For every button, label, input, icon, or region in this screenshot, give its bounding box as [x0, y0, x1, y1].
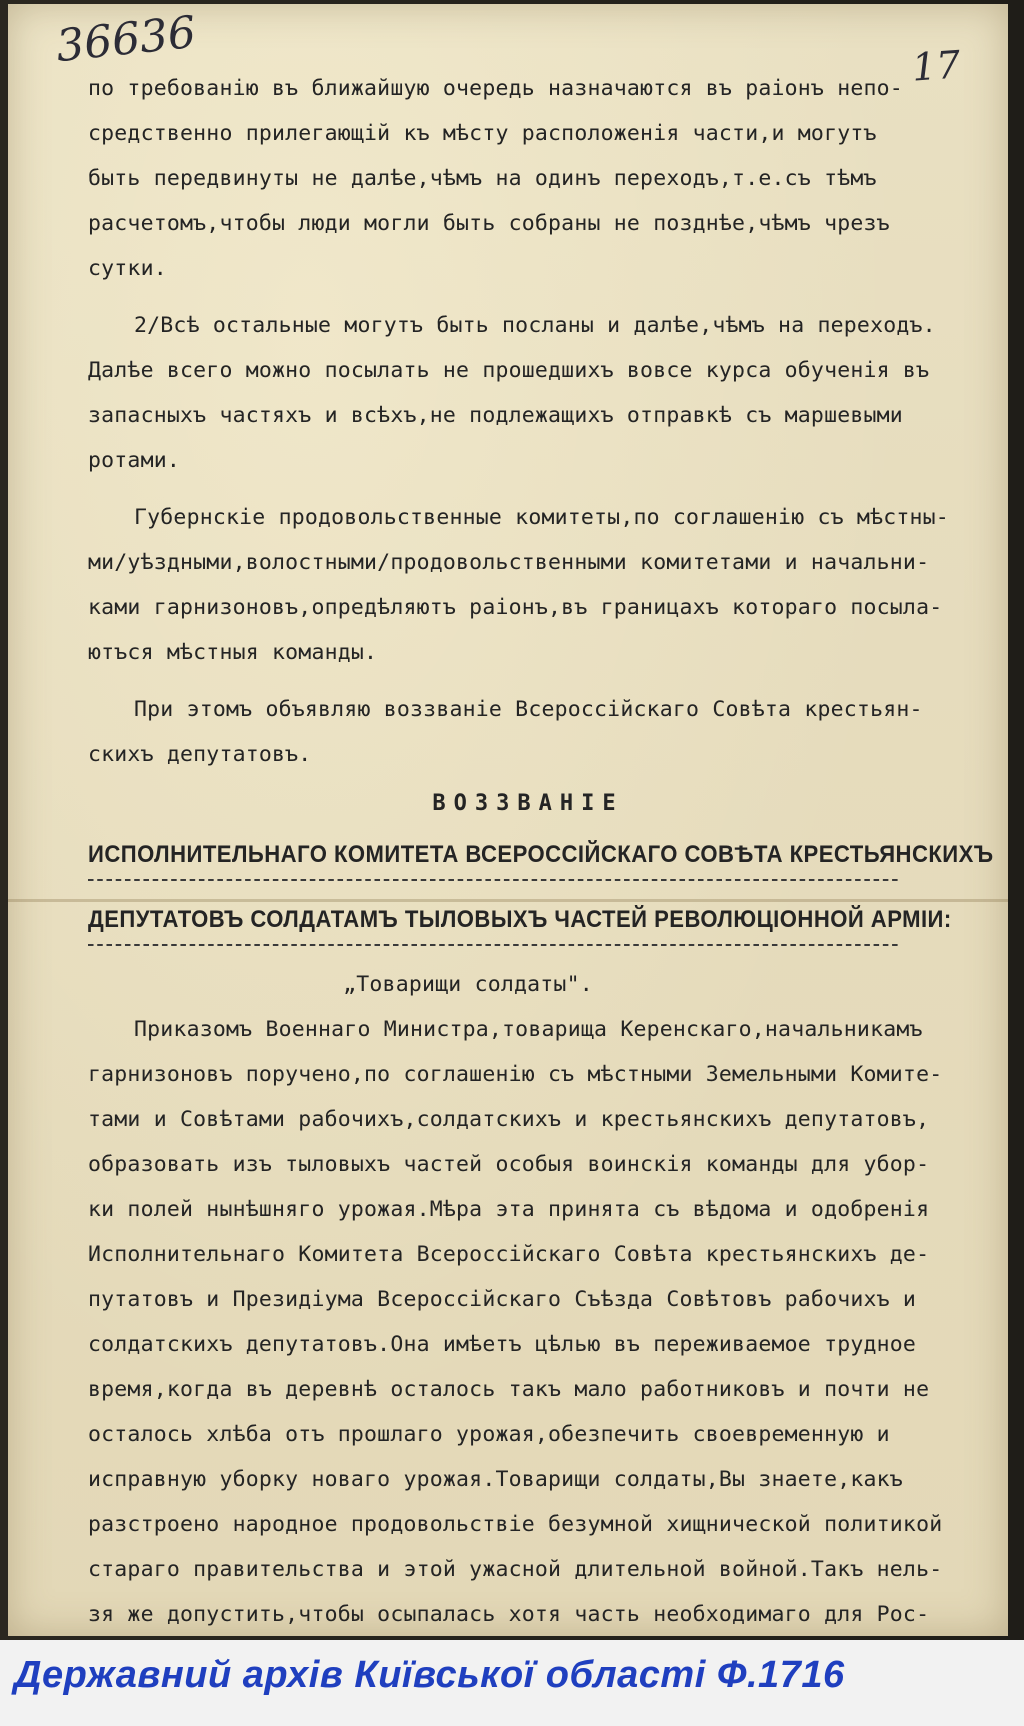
appeal-greeting: „Товарищи солдаты".	[343, 972, 593, 997]
paragraph-point-2	[88, 303, 968, 483]
text-line: путатовъ и Президіума Всероссійскаго Съѣзда Совѣтовъ рабочихъ и	[88, 1287, 917, 1312]
text-line: по требованію въ ближайшую очередь назначаются въ раіонъ непо-	[88, 76, 903, 101]
text-line: ротами.	[88, 448, 181, 473]
text-line: Далѣе всего можно посылать не прошедшихъ вовсе курса обученія въ	[88, 358, 930, 383]
paragraph-appeal-body	[88, 1007, 968, 1636]
text-line: Приказомъ Военнаго Министра,товарища Керенскаго,начальникамъ	[134, 1017, 923, 1042]
text-line: Исполнительнаго Комитета Всероссійскаго Совѣта крестьянскихъ де-	[88, 1242, 930, 1267]
text-line: ками гарнизоновъ,опредѣляютъ раіонъ,въ границахъ котораго посыла-	[88, 595, 943, 620]
text-line: 2/Всѣ остальные могутъ быть посланы и далѣе,чѣмъ на переходъ.	[134, 313, 936, 338]
text-line: осталось хлѣба отъ прошлаго урожая,обезпечить своевременную и	[88, 1422, 890, 1447]
document-body	[88, 66, 994, 1636]
text-line: разстроено народное продовольствіе безумной хищнической политикой	[88, 1512, 943, 1537]
page-number-handwritten: 17	[910, 42, 962, 90]
text-line: Губернскіе продовольственные комитеты,по соглашенію съ мѣстны-	[134, 505, 949, 530]
text-line: расчетомъ,чтобы люди могли быть собраны не позднѣе,чѣмъ чрезъ	[88, 211, 890, 236]
document-sheet	[8, 4, 1008, 1636]
text-line: запасныхъ частяхъ и всѣхъ,не подлежащихъ отправкѣ съ маршевыми	[88, 403, 903, 428]
archive-number-handwritten: 36636	[53, 6, 199, 73]
text-line: средственно прилегающій къ мѣсту расположенія части,и могутъ	[88, 121, 877, 146]
text-line: сутки.	[88, 256, 167, 281]
text-line: время,когда въ деревнѣ осталось такъ мало работниковъ и почти не	[88, 1377, 930, 1402]
appeal-heading-line-1: ИСПОЛНИТЕЛЬНАГО КОМИТЕТА ВСЕРОССІЙСКАГО СОВѢТА КРЕСТЬЯНСКИХЪ	[88, 832, 898, 881]
paragraph-committees	[88, 495, 968, 675]
text-line: солдатскихъ депутатовъ.Она имѣетъ цѣлью въ переживаемое трудное	[88, 1332, 917, 1357]
text-line: При этомъ объявляю воззваніе Всероссійскаго Совѣта крестьян-	[134, 697, 923, 722]
text-line: гарнизоновъ поручено,по соглашенію съ мѣстными Земельными Комите-	[88, 1062, 943, 1087]
paragraph-announcement	[88, 687, 968, 777]
archive-caption-bar	[0, 1640, 1024, 1726]
text-line: стараго правительства и этой ужасной длительной войной.Такъ нель-	[88, 1557, 943, 1582]
appeal-heading-line-2: ДЕПУТАТОВЪ СОЛДАТАМЪ ТЫЛОВЫХЪ ЧАСТЕЙ РЕВОЛЮЦІОННОЙ АРМІИ:	[88, 897, 898, 946]
text-line: образовать изъ тыловыхъ частей особыя воинскія команды для убор-	[88, 1152, 930, 1177]
text-line: быть передвинуты не далѣе,чѣмъ на одинъ переходъ,т.е.съ тѣмъ	[88, 166, 877, 191]
text-line: ми/уѣздными,волостными/продовольственными комитетами и начальни-	[88, 550, 930, 575]
appeal-title: ВОЗЗВАНІЕ	[432, 791, 624, 816]
text-line: ютъся мѣстныя команды.	[88, 640, 378, 665]
paragraph-conditions	[88, 66, 968, 291]
text-line: тами и Совѣтами рабочихъ,солдатскихъ и крестьянскихъ депутатовъ,	[88, 1107, 930, 1132]
text-line: зя же допустить,чтобы осыпалась хотя часть необходимаго для Рос-	[88, 1602, 930, 1627]
text-line: ки полей нынѣшняго урожая.Мѣра эта принята съ вѣдома и одобренія	[88, 1197, 930, 1222]
archive-caption: Державний архів Київської області Ф.1716	[14, 1654, 845, 1696]
text-line: скихъ депутатовъ.	[88, 742, 312, 767]
text-line: исправную уборку новаго урожая.Товарищи солдаты,Вы знаете,какъ	[88, 1467, 903, 1492]
